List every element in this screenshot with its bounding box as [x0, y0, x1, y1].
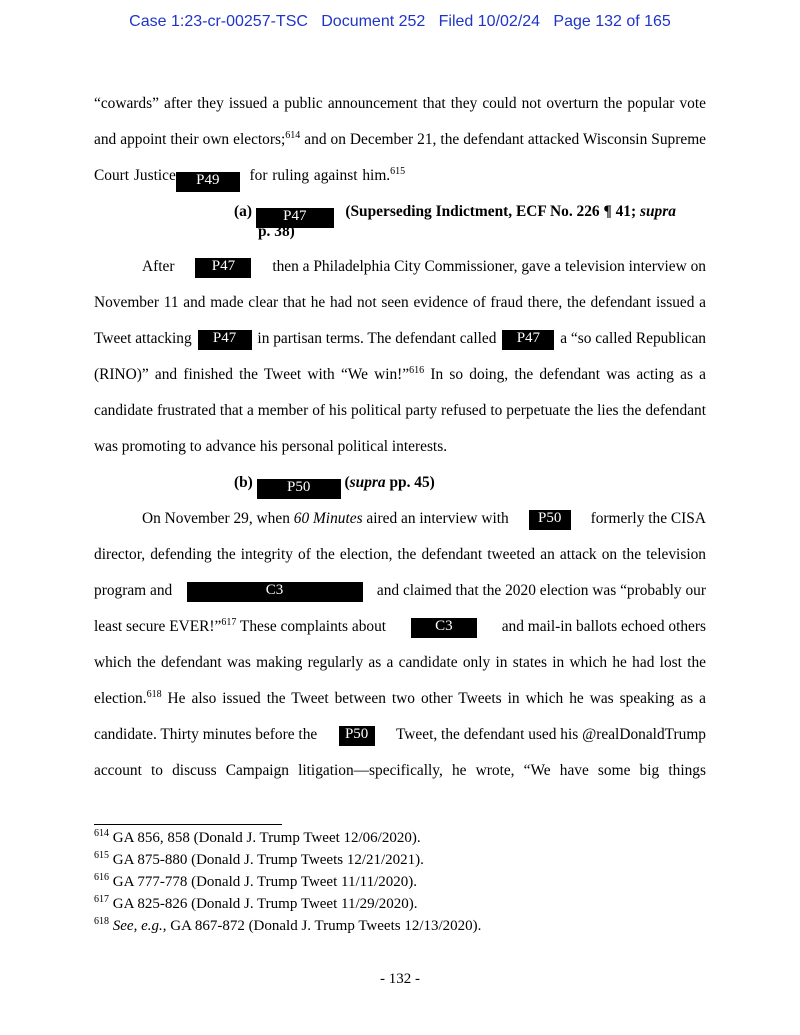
redaction-box: P50: [257, 479, 341, 499]
redaction-box: C3: [187, 582, 363, 602]
section-heading: (b) P50 (supra pp. 45): [234, 474, 534, 499]
text-line: was promoting to advance his personal political interests.: [94, 438, 448, 455]
footnote: $^{614}$ GA 856, 858 (Donald J. Trump Tweet 12/06/2020).: [94, 828, 421, 846]
text-line: (RINO)” and finished the Tweet with “We win!”$^{616}$ In so doing, the defendant was acting as a: [94, 365, 707, 383]
text-line: “cowards” after they issued a public announcement that they could not overturn the popular vote: [94, 95, 706, 112]
text-line: and appoint their own electors;$^{614}$ and on December 21, the defendant attacked Wisconsin Supreme: [94, 130, 706, 148]
footnote-ref[interactable]: 615: [390, 166, 406, 177]
redaction-box: P47: [256, 208, 334, 228]
redaction-box: P47: [198, 330, 252, 350]
text-line: director, defending the integrity of the election, the defendant tweeted an attack on the television: [94, 546, 706, 563]
footnote: $^{615}$ GA 875-880 (Donald J. Trump Tweets 12/21/2021).: [94, 850, 424, 868]
text-line: program and C3 and claimed that the 2020 election was “probably our: [94, 582, 706, 602]
redaction-box: P50: [339, 726, 375, 746]
case-header: Case 1:23-cr-00257-TSC Document 252 Filed 10/02/24 Page 132 of 165: [129, 13, 671, 30]
text-line: On November 29, when 60 Minutes aired an interview with P50 formerly the CISA: [142, 510, 706, 530]
footnote-ref[interactable]: 616: [409, 365, 425, 376]
footnote-divider: [94, 824, 282, 825]
redaction-box: P49: [176, 172, 240, 192]
text-line: After P47 then a Philadelphia City Commissioner, gave a television interview on: [142, 258, 706, 278]
footnote-ref[interactable]: 617: [221, 617, 237, 628]
text-line: which the defendant was making regularly as a candidate only in states in which he had lost the: [94, 654, 706, 671]
footnote: $^{616}$ GA 777-778 (Donald J. Trump Tweet 11/11/2020).: [94, 872, 417, 890]
section-heading-cont: p. 38): [258, 223, 295, 240]
section-heading: (a) P47 (Superseding Indictment, ECF No. 226 ¶ 41; supra: [234, 203, 706, 228]
page-number: - 132 -: [380, 971, 420, 987]
text-line: election.$^{618}$ He also issued the Tweet between two other Tweets in which he was speaking as a: [94, 689, 706, 707]
redaction-box: P47: [195, 258, 251, 278]
redaction-box: P47: [502, 330, 554, 350]
redaction-box: C3: [411, 618, 477, 638]
footnote-ref[interactable]: 618: [146, 689, 162, 700]
footnote: $^{618}$ See, e.g., GA 867-872 (Donald J. Trump Tweets 12/13/2020).: [94, 916, 482, 934]
footnote-ref[interactable]: 614: [285, 130, 301, 141]
text-line: November 11 and made clear that he had not seen evidence of fraud there, the defendant issued a: [94, 294, 706, 311]
text-line: account to discuss Campaign litigation—specifically, he wrote, “We have some big things: [94, 762, 706, 779]
text-line: candidate frustrated that a member of his political party refused to perpetuate the lies the defendant: [94, 402, 706, 419]
text-line: candidate. Thirty minutes before the P50 Tweet, the defendant used his @realDonaldTrump: [94, 726, 706, 746]
text-line: Court Justice P49 for ruling against him.$^{615}$: [94, 167, 706, 192]
text-line: Tweet attacking P47 in partisan terms. The defendant called P47 a “so called Republican: [94, 330, 706, 350]
text-line: least secure EVER!”$^{617}$ These complaints about C3 and mail-in ballots echoed others: [94, 618, 706, 638]
redaction-box: P50: [529, 510, 571, 530]
footnote: $^{617}$ GA 825-826 (Donald J. Trump Tweet 11/29/2020).: [94, 894, 418, 912]
